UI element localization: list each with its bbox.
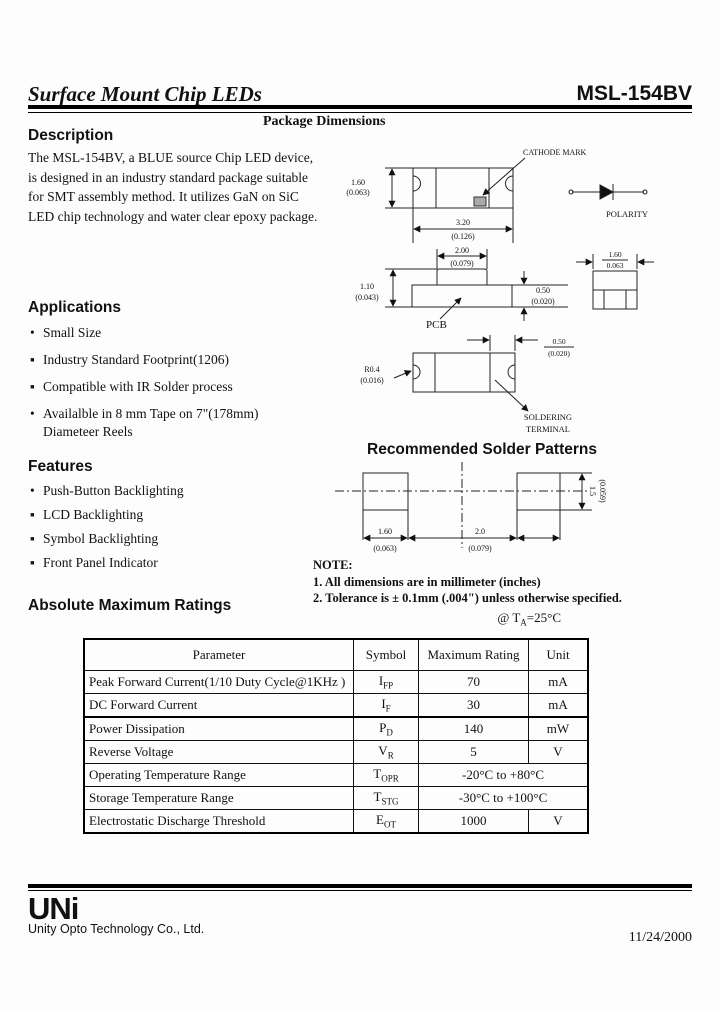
bullet-icon: ▪ <box>30 352 35 367</box>
symbol-cell: $I_{FP}$ <box>354 671 419 694</box>
bullet-icon: • <box>30 406 35 421</box>
pcb-label: PCB <box>426 319 447 331</box>
dim-label: 3.20 <box>456 218 470 227</box>
pcb-arrow <box>440 298 461 319</box>
unit-cell: mW <box>529 717 589 741</box>
dim-label: 1.60 <box>608 250 622 259</box>
dim-label: 0.50 <box>552 337 566 346</box>
header-rule-thick <box>28 105 692 109</box>
description-heading: Description <box>28 127 114 144</box>
list-item: ▪ Front Panel Indicator <box>30 555 158 570</box>
dim-label: 1.5 <box>588 486 597 496</box>
dim-label: (0.016) <box>360 376 384 385</box>
dim-label: (0.063) <box>373 544 397 553</box>
dim-body-height <box>385 168 413 208</box>
dim-label: (0.059) <box>598 479 607 503</box>
uni-logo: UNi <box>28 891 79 926</box>
list-item: ▪ LCD Backlighting <box>30 507 144 522</box>
param-cell: Electrostatic Discharge Threshold <box>84 810 354 834</box>
symbol-cell: $V_R$ <box>354 741 419 764</box>
dim-label: 2.00 <box>455 246 469 255</box>
unit-cell: mA <box>529 694 589 718</box>
bullet-icon: ▪ <box>30 379 35 394</box>
footer-rule-thin <box>28 890 692 891</box>
description-text: The MSL-154BV, a BLUE source Chip LED device, is designed in an industry standard package suitable for SMT assembly method. It utilizes GaN on SiC LED chip technology and water clear epoxy package. <box>28 150 318 224</box>
rating-cell: -20°C to +80°C <box>419 764 589 787</box>
unit-cell: mA <box>529 671 589 694</box>
dim-label: (0.079) <box>450 259 474 268</box>
package-dimensions-heading: Package Dimensions <box>263 114 386 129</box>
features-list <box>30 483 330 579</box>
dim-label: 1.60 <box>378 527 392 536</box>
param-cell: Reverse Voltage <box>84 741 354 764</box>
table-row <box>84 787 588 810</box>
table-row <box>84 717 588 741</box>
header-rule-thin <box>28 112 692 113</box>
applications-list <box>30 325 330 433</box>
dim-label: 2.0 <box>475 527 485 536</box>
solder-patterns-heading: Recommended Solder Patterns <box>367 441 597 458</box>
column-header: Maximum Rating <box>419 639 529 671</box>
bullet-icon: • <box>30 325 35 340</box>
list-item: ▪ Industry Standard Footprint(1206) <box>30 352 229 367</box>
dim-total-height <box>385 269 437 307</box>
dim-label: (0.063) <box>346 188 370 197</box>
dim-label: (0.079) <box>468 544 492 553</box>
dim-label: 1.10 <box>360 282 374 291</box>
top-view-outline <box>413 168 513 208</box>
table-row <box>84 671 588 694</box>
soldering-terminal-label: SOLDERING <box>523 412 573 422</box>
param-cell: DC Forward Current <box>84 694 354 718</box>
list-item: • Small Size <box>30 325 102 340</box>
symbol-cell: $T_{STG}$ <box>354 787 419 810</box>
column-header: Parameter <box>84 639 354 671</box>
dim-label: 0.50 <box>536 286 550 295</box>
dim-pcb-thickness <box>512 271 568 321</box>
param-cell: Peak Forward Current(1/10 Duty Cycle@1KHz ) <box>84 671 354 694</box>
list-item: ▪ Symbol Backlighting <box>30 531 159 546</box>
rating-cell: 1000 <box>419 810 529 834</box>
rating-cell: 30 <box>419 694 529 718</box>
symbol-cell: $P_D$ <box>354 717 419 741</box>
table-header-row <box>84 639 588 671</box>
test-condition: @ $T_A=25^\circ C$ <box>497 610 561 628</box>
polarity-symbol <box>569 184 647 200</box>
ratings-table <box>83 638 589 834</box>
unit-cell: V <box>529 741 589 764</box>
company-name: Unity Opto Technology Co., Ltd. <box>28 922 205 936</box>
table-row <box>84 694 588 718</box>
soldering-terminal-arrow <box>495 380 528 411</box>
dim-label: 1.60 <box>351 178 365 187</box>
table-row <box>84 764 588 787</box>
symbol-cell: $E_{OT}$ <box>354 810 419 834</box>
param-cell: Power Dissipation <box>84 717 354 741</box>
applications-heading: Applications <box>28 299 122 316</box>
symbol-cell: $I_F$ <box>354 694 419 718</box>
polarity-label: POLARITY <box>605 209 649 219</box>
footer-rule-thick <box>28 884 692 888</box>
note-heading: NOTE: <box>313 558 353 572</box>
cathode-mark-label: CATHODE MARK <box>523 148 587 157</box>
column-header: Unit <box>529 639 589 671</box>
end-view-outline <box>593 271 637 309</box>
ratings-heading: Absolute Maximum Ratings <box>28 597 232 614</box>
bottom-view-outline <box>413 353 515 392</box>
bullet-icon: ▪ <box>30 555 35 570</box>
applications-continuation: Diameteer Reels <box>43 424 133 439</box>
dim-label: (0.126) <box>451 232 475 241</box>
notch-radius-arrow <box>394 371 411 378</box>
part-number: MSL-154BV <box>576 82 692 105</box>
rating-cell: 140 <box>419 717 529 741</box>
list-item: ▪ Compatible with IR Solder process <box>30 379 233 394</box>
package-dimensions-drawing <box>330 135 720 435</box>
list-item: • Push-Button Backlighting <box>30 483 184 498</box>
table-row <box>84 810 588 834</box>
list-item: • Availalble in 8 mm Tape on 7"(178mm) <box>30 406 259 421</box>
table-row <box>84 741 588 764</box>
centerlines <box>335 462 588 548</box>
dim-label: (0.020) <box>531 297 555 306</box>
revision-date: 11/24/2000 <box>628 930 692 945</box>
param-cell: Storage Temperature Range <box>84 787 354 810</box>
features-heading: Features <box>28 458 93 475</box>
solder-patterns-drawing <box>320 460 720 560</box>
symbol-cell: $T_{OPR}$ <box>354 764 419 787</box>
soldering-terminal-label: TERMINAL <box>526 424 570 434</box>
dim-label: (0.043) <box>355 293 379 302</box>
doc-title: Surface Mount Chip LEDs <box>28 82 262 106</box>
side-view-outline <box>412 269 512 307</box>
dim-label: 0.063 <box>606 261 624 270</box>
bullet-icon: ▪ <box>30 531 35 546</box>
rating-cell: -30°C to +100°C <box>419 787 589 810</box>
dim-label: R0.4 <box>364 365 380 374</box>
param-cell: Operating Temperature Range <box>84 764 354 787</box>
column-header: Symbol <box>354 639 419 671</box>
bullet-icon: • <box>30 483 35 498</box>
note-line: 2. Tolerance is ± 0.1mm (.004") unless otherwise specified. <box>313 591 622 605</box>
note-block <box>313 557 643 607</box>
note-line: 1. All dimensions are in millimeter (inches) <box>313 574 541 589</box>
rating-cell: 70 <box>419 671 529 694</box>
unit-cell: V <box>529 810 589 834</box>
rating-cell: 5 <box>419 741 529 764</box>
dim-label: (0.020) <box>548 349 570 358</box>
bullet-icon: ▪ <box>30 507 35 522</box>
